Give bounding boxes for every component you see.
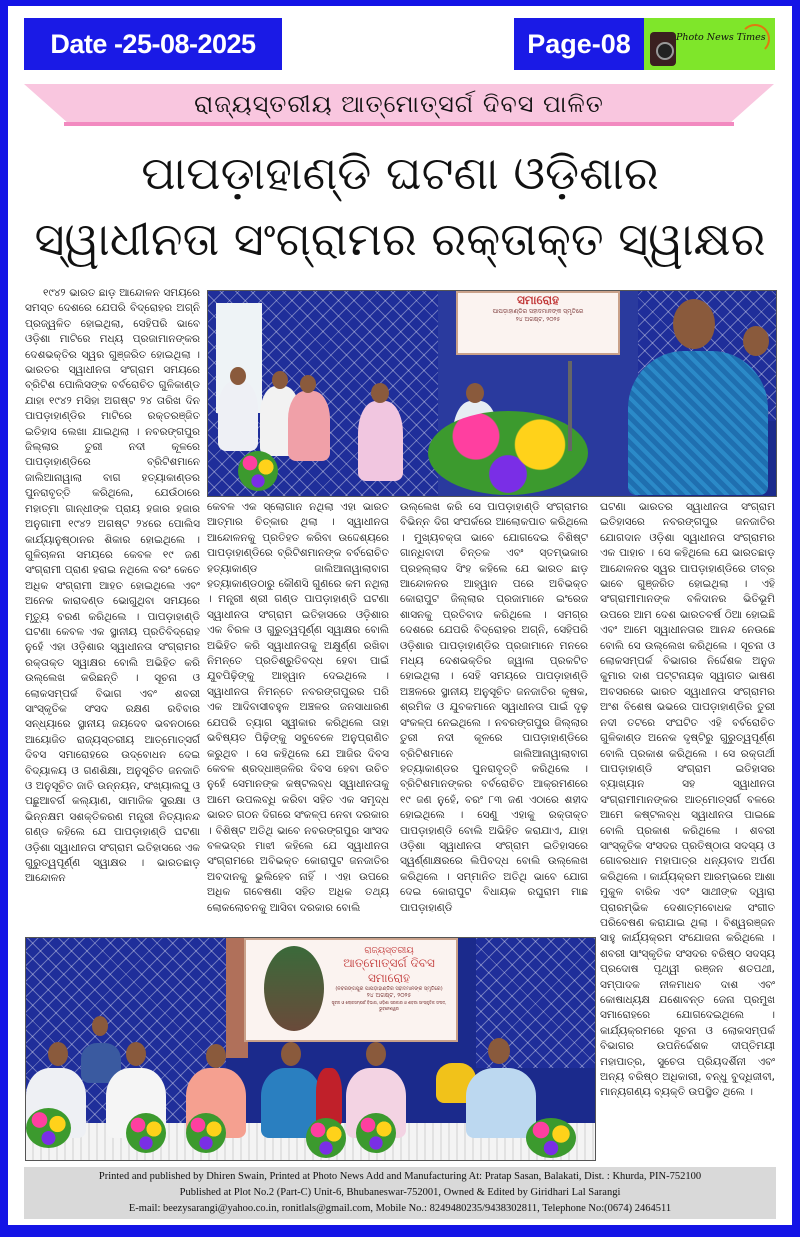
headline-line1: ପାପଡ଼ାହାଣ୍ଡି ଘଟଣା ଓଡ଼ିଶାର xyxy=(141,146,659,200)
page-number: Page-08 xyxy=(514,18,644,70)
bottom-photo-banner: ରାଜ୍ୟସ୍ତରୀୟ ଆତ୍ମୋତ୍ସର୍ଗ ଦିବସ ସମାରୋହ (ନବରଙ୍ଗପୁର ପାପଡ଼ାହାଣ୍ଡିର ସହୀଦମାନଙ୍କ ସ୍ମୃତିରେ) ୨୪ ଅଗଷ୍ଟ, ୨୦୨୫ ସୂଚନା ଓ ଲୋକସମ୍ପର୍କ ବିଭାଗ, ଓଡ଼ିଶା ସରକାର ଓ ଶବରୀ ସାଂସ୍କୃତିକ ସଂସଦ, ଭୁବନେଶ୍ୱର xyxy=(244,938,458,1042)
logo-text: Photo News Times xyxy=(676,32,766,43)
photo-news-times-logo xyxy=(644,18,775,70)
article-column-4: ଘଟଣା ଭାରତର ସ୍ୱାଧୀନତା ସଂଗ୍ରାମ ଇତିହାସରେ ନବରଙ୍ଗପୁର ଜନଜାତିର ଯୋଗଦାନ ଓଡ଼ିଶା ସ୍ୱାଧୀନତା ସଂଗ୍ରାମର ଏକ ପାହାଚ । ସେ କହିଥିଲେ ଯେ ଭାରତଛାଡ଼ ଆନ୍ଦୋଳନର ସ୍ୱର ପାପଡ଼ାହାଣ୍ଡିରେ ତୀବ୍ର ଭାବେ ଗୁଞ୍ଜରିତ ହୋଇଥିଲା । ଏହି ସଂଗ୍ରାମୀମାନଙ୍କ ବଳିଦାନର ଭିତିଭୂମି ଉପରେ ଆମ ଦେଶ ଭାରତବର୍ଷ ଠିଆ ହୋଇଛି ଏବଂ ଆମେ ସ୍ୱାଧୀନତାର ଆନନ୍ଦ ନେଉଛେ ବୋଲି ସେ ଉଲ୍ଲେଖ କରିଥିଲେ । ସୂଚନା ଓ ଲୋକସମ୍ପର୍କ ବିଭାଗର ନିର୍ଦ୍ଦେଶକ ଅନୁଜ କୁମାର ଦାଶ ପଟ୍ଟନାୟକ ସ୍ୱାଗତ ଭାଷଣ ଅବସରରେ ଭାରତ ସ୍ୱାଧୀନତା ସଂଗ୍ରାମର ଅଂଶ ବିଶେଷ ଭଭରେ ପାପଡ଼ାହାଣ୍ଡିର ତୁରୀ ନଦୀ ତଟରେ ସଂଘଟିତ ଏହି ବର୍ବରୋଚିତ ଗୁଳିକାଣ୍ଡ ଅନେକ ଦୃଷ୍ଟିରୁ ଗୁରୁତ୍ୱପୂର୍ଣ୍ଣ ବୋଲି ପ୍ରକାଶ କରିଥିଲେ । ସେ ରକ୍ତାର୍ଥୀ ପାପଡ଼ାହାଣ୍ଡି ସଂଗ୍ରାମ ଇତିହାସର ବ୍ୟାଖ୍ୟାନ ସହ ସ୍ୱାଧୀନତା ସଂଗ୍ରାମୀମାନଙ୍କର ଆତ୍ମୋତ୍ସର୍ଗ ବଳରେ ଆମେ କଷ୍ଟଲବ୍ଧ ସ୍ୱାଧୀନତା ପାଇଛେ ବୋଲି ପ୍ରକାଶ କରିଥିଲେ । ଶବରୀ ସାଂସ୍କୃତିକ ସଂସଦର ପ୍ରତିଷ୍ଠାତା ସଦସ୍ୟ ଓ ଗୋବରଧାନ ମହାପାତ୍ର ଧନ୍ୟବାଦ ଅର୍ପଣ କରିଥିଲେ । କାର୍ଯ୍ୟକ୍ରମ ଆରମ୍ଭରେ ଆଶା ମୁକୁଳ ବାରିକ ଏବଂ ସାଥୀଙ୍କ ଦ୍ୱାରା ପ୍ରାରମ୍ଭିକ ଦେଶାତ୍ମବୋଧକ ସଂଗୀତ ପରିବେଷଣ କରାଯାଇ ଥିଲା । ବିଶ୍ୱରଞ୍ଜନ ସାହୁ କାର୍ଯ୍ୟକ୍ରମ ସଂଯୋଜନା କରିଥିଲେ । ଶବରୀ ସାଂସ୍କୃତିକ ସଂସଦର ବରିଷ୍ଠ ସଦସ୍ୟ ପ୍ରଦୋଷ ପୃଥ୍ୱୀ ରଞ୍ଜନ ଶତପଥୀ, ସମ୍ପାଦକ ନୀଳମାଧବ ଦାଶ ଏବଂ କୋଷାଧ୍ୟକ୍ଷ ଯଶୋବନ୍ତ ଜେନା ପ୍ରମୁଖ ସମାରୋହରେ ଯୋଗଦେଇଥିଲେ । କାର୍ଯ୍ୟକ୍ରମରେ ସୂଚନା ଓ ଲୋକସମ୍ପର୍କ ବିଭାଗର ଉପନିର୍ଦ୍ଦେଶକ ଦୀପ୍ତିମୟୀ ମହାପାତ୍ର, ସୁଚେତା ପ୍ରିୟଦର୍ଶିନୀ ଏବଂ ଅନ୍ୟ ବରିଷ୍ଠ ଅଧିକାରୀ, ବନ୍ଧୁ ବୁଦ୍ଧିଜୀବୀ, ମାନ୍ୟଗଣ୍ୟ ବ୍ୟକ୍ତି ଉପସ୍ଥିତ ଥିଲେ । xyxy=(600,501,775,1099)
headline-line2: ସ୍ୱାଧୀନତା ସଂଗ୍ରାମର ରକ୍ତାକ୍ତ ସ୍ୱାକ୍ଷର xyxy=(34,212,766,266)
date-label: Date -25-08-2025 xyxy=(24,18,282,70)
kicker-text: ରାଜ୍ୟସ୍ତରୀୟ ଆତ୍ମୋତ୍ସର୍ଗ ଦିବସ ପାଳିତ xyxy=(194,90,604,118)
camera-lens-icon xyxy=(656,42,674,60)
bottom-photo xyxy=(25,937,596,1161)
imprint-line-3: E-mail: beezysarangi@yahoo.co.in, ronitlals@gmail.com, Mobile No.: 8249480235/9438302811, Telephone No:(0674) 2464511 xyxy=(128,1203,672,1214)
top-photo xyxy=(207,290,777,497)
headline xyxy=(24,140,776,272)
kicker-banner xyxy=(24,84,774,126)
article-column-1: ୧୯୪୨ ଭାରତ ଛାଡ଼ ଆନ୍ଦୋଳନ ସମୟରେ ସମସ୍ତ ଦେଶରେ ଯେପରି ବିଦ୍ରୋହର ଅଗ୍ନି ପ୍ରଜ୍ୱଳିତ ହୋଇଥିଲା, ସେହିପରି ଭାବେ ଓଡ଼ିଶା ମାଟିରେ ମଧ୍ୟ ପ୍ରଜାମାନଙ୍କର ଦେଶଭକ୍ତିର ସ୍ୱର ଗୁଞ୍ଜରିତ ହୋଇଥିଲା । ଭାରତର ସ୍ୱାଧୀନତା ସଂଗ୍ରାମ ସମୟରେ ବ୍ରିଟିଶ ପୋଲିସଙ୍କ ବର୍ବରୋଚିତ ଗୁଳିକାଣ୍ଡ ଯାହା ୧୯୪୨ ମସିହା ଅଗଷ୍ଟ ୨୪ ତାରିଖ ଦିନ ପାପଡ଼ାହାଣ୍ଡିର ମାଟିରେ ରକ୍ତରଞ୍ଜିତ ଇତିହାସ ଲେଖା ଯାଇଥିଲା । ନବରଙ୍ଗପୁର ଜିଲ୍ଲାର ତୁରୀ ନଦୀ କୂଳରେ ପାପଡ଼ାହାଣ୍ଡିରେ ବ୍ରିଟିଶମାନେ ଜାଲିଆନାୱାଲା ବାଗ ହତ୍ୟାକାଣ୍ଡର ପୁନରାବୃତ୍ତି କରିଥିଲେ, ଯେଉଁଠାରେ ମହାତ୍ମା ଗାନ୍ଧୀଙ୍କ ପ୍ରାୟ ହଜାର ହଜାର ଅନୁଗାମୀ ୧୯୪୨ ଅଗଷ୍ଟ ୨୪ରେ ପୋଲିସ କାର୍ଯ୍ୟାନୁଷ୍ଠାନର ଶିକାର ହୋଇଥିଲେ । ଗୁଳିଚାଳନା ସମୟରେ କେବଳ ୧୯ ଜଣ ସଂଗ୍ରାମୀ ପ୍ରାଣ ହରାଇ ନଥିଲେ ବରଂ କେତେ ଅଧିକ ସଂଗ୍ରାମୀ ଆହତ ହୋଇଥିଲେ ଏବଂ ଅନେକ କାରାଦଣ୍ଡ ଭୋଗୁଥିବା ସମୟରେ ମୃତ୍ୟୁ ବରଣ କରିଥିଲେ । ପାପଡ଼ାହାଣ୍ଡି ଘଟଣା କେବଳ ଏକ ସ୍ଥାନୀୟ ପ୍ରତିବିଦ୍ରୋହ ନୁହେଁ ଏହା ଓଡ଼ିଶାର ସ୍ୱାଧୀନତା ସଂଗ୍ରାମର ରକ୍ତାକ୍ତ ସ୍ୱାକ୍ଷର ବୋଲି ଅଭିହିତ କରି ଉଲ୍ଲେଖ କରିଛନ୍ତି । ସୂଚନା ଓ ଲୋକସମ୍ପର୍କ ବିଭାଗ ଏବଂ ଶବରୀ ସାଂସ୍କୃତିକ ସଂସଦ ରକ୍ଷଣ ରବିବାର ସନ୍ଧ୍ୟାରେ ସ୍ଥାନୀୟ ଜୟଦେବ ଭବନଠାରେ ଆୟୋଜିତ ରାଜ୍ୟସ୍ତରୀୟ ଆତ୍ମୋତ୍ସର୍ଗ ଦିବସ ସମାରୋହରେ ଉଦ୍‌ବୋଧନ ଦେଇ ବିଦ୍ୟାଳୟ ଓ ଗଣଶିକ୍ଷା, ଅନୁସୂଚିତ ଜନଜାତି ଓ ଅନୁସୂଚିତ ଜାତି ଉନ୍ନୟନ, ସଂଖ୍ୟାଲଘୁ ଓ ପଛୁଆବର୍ଗ କଲ୍ୟାଣ, ସାମାଜିକ ସୁରକ୍ଷା ଓ ଭିନ୍ନକ୍ଷମ ସଶକ୍ତିକରଣ ମନ୍ତ୍ରୀ ନିତ୍ୟାନନ୍ଦ ଗଣ୍ଡ କହିଲେ ଯେ ପାପଡ଼ାହାଣ୍ଡି ଘଟଣା ଓଡ଼ିଶା ସ୍ୱାଧୀନତା ସଂଗ୍ରାମ ଇତିହାସରେ ଏକ ଗୁରୁତ୍ୱପୂର୍ଣ୍ଣ ସ୍ୱାକ୍ଷର । ଭାରତଛାଡ଼ ଆନ୍ଦୋଳନ xyxy=(25,287,200,885)
article-column-2: କେବଳ ଏକ ସ୍ଲୋଗାନ ନଥିଲା ଏହା ଭାରତ ଆତ୍ମାର ଚିତ୍କାର ଥିଲା । ସ୍ୱାଧୀନତା ଆନ୍ଦୋଳନକୁ ପ୍ରତିହତ କରିବା ଉଦ୍ଦେଶ୍ୟରେ ପାପଡ଼ାହାଣ୍ଡିରେ ବ୍ରିଟିଶମାନଙ୍କ ବର୍ବରୋଚିତ ହତ୍ୟାକାଣ୍ଡ ଜାଲିଆନାୱାଲାବାଗ ହତ୍ୟାକାଣ୍ଡଠାରୁ କୌଣସି ଗୁଣରେ କମ ନଥିଲା । ମନ୍ତ୍ରୀ ଶ୍ରୀ ଗଣ୍ଡ ପାପଡ଼ାହାଣ୍ଡି ଘଟଣା ସ୍ୱାଧୀନତା ସଂଗ୍ରାମ ଇତିହାସରେ ଓଡ଼ିଶାର ଏକ ବିରଳ ଓ ଗୁରୁତ୍ୱପୂର୍ଣ୍ଣ ସ୍ୱାକ୍ଷର ବୋଲି ଅଭିହିତ କରି ସ୍ୱାଧୀନତାକୁ ଅକ୍ଷୁର୍ଣ୍ଣ ରଖିବା ନିମନ୍ତେ ପ୍ରତିଶ୍ରୁତିବଦ୍ଧ ହେବା ପାଇଁ ଯୁବପିଢ଼ିଙ୍କୁ ଆହ୍ୱାନ ଦେଇଥିଲେ । ସ୍ୱାଧୀନତା ନିମନ୍ତେ ନବରଙ୍ଗପୁରର ପରି ଏକ ଆଦିବାସୀବହୁଳ ଅଞ୍ଚଳର ଜନସାଧାରଣ ଯେପରି ତ୍ୟାଗ ସ୍ୱୀକାର କରିଥିଲେ ତାହା ଭବିଷ୍ୟତ ପିଢ଼ିଙ୍କୁ ସବୁବେଳେ ଅନୁପ୍ରାଣିତ କରୁଥିବ । ସେ କହିଥିଲେ ଯେ ଆଜିର ଦିବସ କେବଳ ଶ୍ରଦ୍ଧାଞ୍ଜଳିର ଦିବସ ହେବା ଉଚିତ ନୁହେଁ ସେମାନଙ୍କ କଷ୍ଟଲବ୍ଧ ସ୍ୱାଧୀନତାକୁ ଆମେ ଉପଲବ୍ଧି କରିବା ସହିତ ଏକ ସମୃଦ୍ଧ ଭାରତ ଗଠନ ଦିଗରେ ସଂକଳ୍ପ ନେବା ଦରକାର । ବିଶିଷ୍ଟ ଅତିଥି ଭାବେ ନବରଙ୍ଗପୁର ସାଂସଦ ବଳଭଦ୍ର ମାଝୀ କହିଲେ ଯେ ସ୍ୱାଧୀନତା ସଂଗ୍ରାମରେ ଅବିଭକ୍ତ କୋରାପୁଟ ଜନଜାତିର ଅବଦାନକୁ ଭୁଲିହେବ ନାହିଁ । ଏହା ଉପରେ ଅଧିକ ଗବେଷଣା ସହିତ ଅଧିକ ତଥ୍ୟ ଲୋକଲୋଚନକୁ ଆସିବା ଦରକାର ବୋଲି xyxy=(207,501,389,914)
imprint-line-1: Printed and published by Dhiren Swain, Printed at Photo News Add and Manufacturing At: Pratap Sasan, Balakati, Dist. : Khurda, PIN-752100 xyxy=(98,1171,702,1182)
imprint-line-2: Published at Plot No.2 (Part-C) Unit-6, Bhubaneswar-752001, Owned & Edited by Giridhari Lal Sarangi xyxy=(179,1187,621,1198)
article-column-3: ଉଲ୍ଲେଖ କରି ସେ ପାପଡ଼ାହାଣ୍ଡି ସଂଗ୍ରାମର ବିଭିନ୍ନ ଦିଗ ସଂପର୍କରେ ଆଲୋକପାତ କରିଥିଲେ । ମୁଖ୍ୟବକ୍ତା ଭାବେ ଯୋଗଦେଇ ବିଶିଷ୍ଟ ଗାନ୍ଧିବାଦୀ ଚିନ୍ତକ ଏବଂ ସ୍ତମ୍ଭକାର ପ୍ରହଲ୍ଲାଦ ସିଂହ କହିଲେ ଯେ ଭାରତ ଛାଡ଼ ଆନ୍ଦୋଳନର ଆହ୍ୱାନ ପରେ ଅବିଭକ୍ତ କୋରାପୁଟ ଜିଲ୍ଲାର ପ୍ରଜାମାନେ ଇଂରେଜ ଶାସନକୁ ପ୍ରତିବାଦ କରିଥିଲେ । ସମଗ୍ର ଦେଶରେ ଯେପରି ବିଦ୍ରୋହର ଅଗ୍ନି, ସେହିପରି ଓଡ଼ିଶାର ପାପଡ଼ାହାଣ୍ଡିର ପ୍ରଜାମାନେ ମନରେ ମଧ୍ୟ ଦେଶଭକ୍ତିର ଜ୍ୱାଳା ପ୍ରକଟିତ ହୋଇଥିଲା । ସେହି ସମୟରେ ପାପଡ଼ାହାଣ୍ଡି ଅଞ୍ଚଳରେ ସ୍ଥାନୀୟ ଅନୁସୂଚିତ ଜନଜାତିର କୃଷକ, ଶ୍ରମିକ ଓ ଯୁବକମାନେ ସ୍ୱାଧୀନତା ପାଇଁ ଦୃଢ଼ ସଂକଳ୍ପ ନେଇଥିଲେ । ନବରଙ୍ଗପୁର ଜିଲ୍ଲାର ତୁରୀ ନଦୀ କୂଳରେ ପାପଡ଼ାହାଣ୍ଡିରେ ବ୍ରିଟିଶମାନେ ଜାଲିଆନାୱାଲାବାଗ ହତ୍ୟାକାଣ୍ଡର ପୁନରାବୃତ୍ତି କରିଥିଲେ । ବ୍ରିଟିଶମାନଙ୍କର ବର୍ବରୋଚିତ ଆକ୍ରମଣରେ ୧୯ ଜଣ ନୁହେଁ, ବରଂ ୮୩ ଜଣ ଏଠାରେ ଶହୀଦ ହୋଇଥିଲେ । ସେଣୁ ଏହାକୁ ରକ୍ତାକ୍ତ ପାପଡ଼ାହାଣ୍ଡି ବୋଲି ଅଭିହିତ କରାଯାଏ, ଯାହା ଓଡ଼ିଶା ସ୍ୱାଧୀନତା ସଂଗ୍ରାମ ଇତିହାସରେ ସ୍ୱର୍ଣ୍ଣାକ୍ଷରରେ ଲିପିବଦ୍ଧ ବୋଲି ଉଲ୍ଲେଖ କରିଥିଲେ । ସମ୍ମାନିତ ଅତିଥି ଭାବେ ଯୋଗ ଦେଇ କୋରାପୁଟ ବିଧାୟକ ରଘୁରାମ ମାଛ ପାପଡ଼ାହାଣ୍ଡି xyxy=(400,501,588,914)
logo-swoosh xyxy=(740,24,770,54)
imprint-footer xyxy=(24,1167,776,1219)
top-photo-banner: ସମାରୋହ ପାପଡ଼ାହାଣ୍ଡିର ସହୀଦମାନଙ୍କ ସ୍ମୃତିରେ ୨୪ ଅଗଷ୍ଟ, ୨୦୨୫ xyxy=(456,291,620,355)
